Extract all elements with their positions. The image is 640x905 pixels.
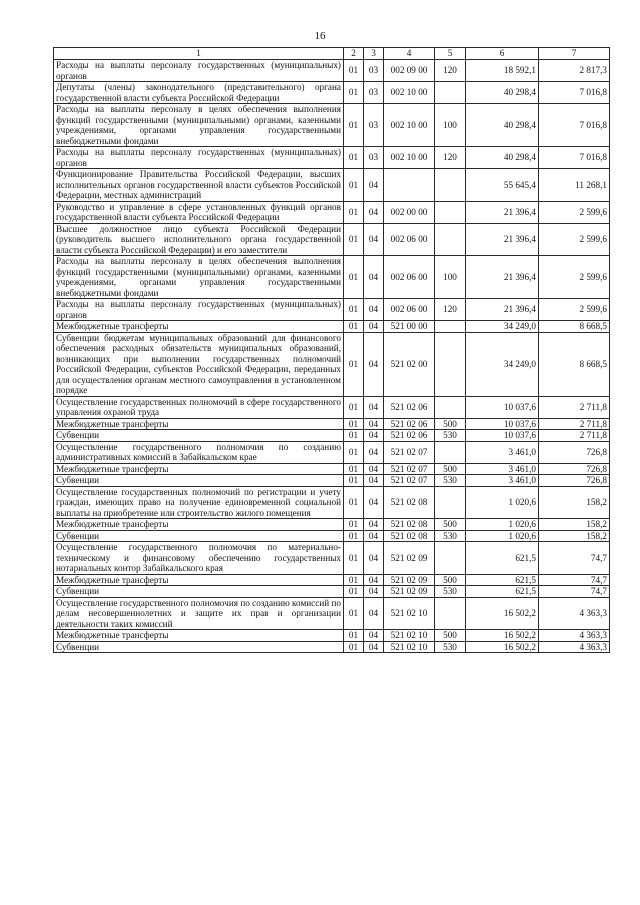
row-expense-type-cell <box>435 201 466 223</box>
header-cell-1: 1 <box>54 48 344 60</box>
row-amount-col6-cell: 21 396,4 <box>466 299 539 321</box>
row-expense-type-cell: 530 <box>435 641 466 653</box>
header-cell-5: 5 <box>435 48 466 60</box>
row-name-cell: Субвенции <box>54 586 344 598</box>
row-amount-col6-cell: 10 037,6 <box>466 396 539 418</box>
row-article-cell: 521 02 07 <box>384 463 435 475</box>
table-body <box>54 60 610 653</box>
row-name-cell: Межбюджетные трансферты <box>54 519 344 531</box>
table-row <box>54 82 610 104</box>
row-amount-col7-cell: 7 016,8 <box>539 104 610 147</box>
row-name-cell: Руководство и управление в сфере установленных функций органов государственной власти субъекта Российской Федерации <box>54 201 344 223</box>
row-section-cell: 01 <box>344 597 364 630</box>
row-name-cell: Межбюджетные трансферты <box>54 463 344 475</box>
row-subsection-cell: 04 <box>364 223 384 256</box>
row-article-cell: 521 02 08 <box>384 486 435 519</box>
row-amount-col7-cell: 74,7 <box>539 586 610 598</box>
row-amount-col6-cell: 3 461,0 <box>466 441 539 463</box>
row-name-cell: Межбюджетные трансферты <box>54 574 344 586</box>
table-row <box>54 60 610 82</box>
row-subsection-cell: 03 <box>364 82 384 104</box>
row-amount-col7-cell: 726,8 <box>539 475 610 487</box>
row-amount-col7-cell: 4 363,3 <box>539 641 610 653</box>
table-row <box>54 332 610 396</box>
row-subsection-cell: 04 <box>364 486 384 519</box>
row-subsection-cell: 04 <box>364 641 384 653</box>
row-section-cell: 01 <box>344 299 364 321</box>
row-article-cell: 521 02 10 <box>384 630 435 642</box>
table-row <box>54 147 610 169</box>
row-expense-type-cell: 120 <box>435 147 466 169</box>
row-section-cell: 01 <box>344 332 364 396</box>
row-amount-col6-cell: 3 461,0 <box>466 463 539 475</box>
row-name-cell: Межбюджетные трансферты <box>54 321 344 333</box>
row-amount-col7-cell: 7 016,8 <box>539 147 610 169</box>
row-subsection-cell: 04 <box>364 530 384 542</box>
row-expense-type-cell <box>435 169 466 202</box>
row-amount-col6-cell: 1 020,6 <box>466 519 539 531</box>
row-name-cell: Функционирование Правительства Российской Федерации, высших исполнительных органов государственной власти субъектов Российской Федерации, местных администраций <box>54 169 344 202</box>
row-subsection-cell: 04 <box>364 169 384 202</box>
row-expense-type-cell: 100 <box>435 104 466 147</box>
row-name-cell: Расходы на выплаты персоналу государственных (муниципальных) органов <box>54 60 344 82</box>
table-row <box>54 542 610 575</box>
row-name-cell: Высшее должностное лицо субъекта Российской Федерации (руководитель высшего исполнительного органа государственной власти субъекта Российской Федерации) и его заместители <box>54 223 344 256</box>
row-name-cell: Расходы на выплаты персоналу в целях обеспечения выполнения функций государственными (муниципальными) органами, казенными учреждениями, органами управления государственными внебюджетными фондами <box>54 104 344 147</box>
row-expense-type-cell: 530 <box>435 430 466 442</box>
table-row <box>54 441 610 463</box>
row-amount-col7-cell: 74,7 <box>539 542 610 575</box>
row-name-cell: Расходы на выплаты персоналу государственных (муниципальных) органов <box>54 299 344 321</box>
row-article-cell: 002 06 00 <box>384 256 435 299</box>
row-amount-col6-cell: 16 502,2 <box>466 641 539 653</box>
row-amount-col7-cell: 2 599,6 <box>539 256 610 299</box>
row-amount-col6-cell: 18 592,1 <box>466 60 539 82</box>
table-row <box>54 201 610 223</box>
row-article-cell: 002 10 00 <box>384 104 435 147</box>
row-expense-type-cell: 500 <box>435 418 466 430</box>
row-subsection-cell: 04 <box>364 441 384 463</box>
table-row <box>54 223 610 256</box>
row-subsection-cell: 04 <box>364 597 384 630</box>
row-amount-col6-cell: 55 645,4 <box>466 169 539 202</box>
row-expense-type-cell <box>435 542 466 575</box>
row-amount-col7-cell: 4 363,3 <box>539 597 610 630</box>
row-section-cell: 01 <box>344 223 364 256</box>
row-subsection-cell: 03 <box>364 147 384 169</box>
row-section-cell: 01 <box>344 530 364 542</box>
row-subsection-cell: 04 <box>364 396 384 418</box>
table-row <box>54 486 610 519</box>
row-expense-type-cell <box>435 486 466 519</box>
row-article-cell: 521 02 00 <box>384 332 435 396</box>
row-expense-type-cell <box>435 332 466 396</box>
row-amount-col7-cell: 74,7 <box>539 574 610 586</box>
row-subsection-cell: 04 <box>364 463 384 475</box>
row-article-cell <box>384 169 435 202</box>
row-amount-col7-cell: 2 711,8 <box>539 418 610 430</box>
page-number: 16 <box>314 30 326 42</box>
row-section-cell: 01 <box>344 630 364 642</box>
row-amount-col6-cell: 621,5 <box>466 542 539 575</box>
row-expense-type-cell: 100 <box>435 256 466 299</box>
row-name-cell: Расходы на выплаты персоналу в целях обеспечения выполнения функций государственными (муниципальными) органами, казенными учреждениями, органами управления государственными внебюджетными фондами <box>54 256 344 299</box>
row-expense-type-cell: 530 <box>435 530 466 542</box>
row-expense-type-cell: 530 <box>435 475 466 487</box>
row-name-cell: Осуществление государственных полномочий по регистрации и учету граждан, имеющих право на получение единовременной социальной выплаты на приобретение или строительство жилого помещения <box>54 486 344 519</box>
row-article-cell: 521 02 08 <box>384 519 435 531</box>
row-section-cell: 01 <box>344 441 364 463</box>
row-name-cell: Осуществление государственного полномочия по созданию административных комиссий в Забайкальском крае <box>54 441 344 463</box>
row-article-cell: 521 02 08 <box>384 530 435 542</box>
row-amount-col7-cell: 2 711,8 <box>539 430 610 442</box>
row-subsection-cell: 04 <box>364 630 384 642</box>
row-section-cell: 01 <box>344 475 364 487</box>
row-amount-col7-cell: 7 016,8 <box>539 82 610 104</box>
row-section-cell: 01 <box>344 430 364 442</box>
row-expense-type-cell: 500 <box>435 519 466 531</box>
header-cell-6: 6 <box>466 48 539 60</box>
row-article-cell: 521 02 09 <box>384 574 435 586</box>
row-name-cell: Субвенции <box>54 641 344 653</box>
row-section-cell: 01 <box>344 256 364 299</box>
row-section-cell: 01 <box>344 574 364 586</box>
row-expense-type-cell: 120 <box>435 299 466 321</box>
row-expense-type-cell <box>435 396 466 418</box>
table-row <box>54 430 610 442</box>
row-amount-col6-cell: 1 020,6 <box>466 486 539 519</box>
row-expense-type-cell <box>435 441 466 463</box>
row-section-cell: 01 <box>344 104 364 147</box>
row-amount-col6-cell: 34 249,0 <box>466 332 539 396</box>
table-row <box>54 597 610 630</box>
header-cell-3: 3 <box>364 48 384 60</box>
row-section-cell: 01 <box>344 82 364 104</box>
row-name-cell: Осуществление государственного полномочия по созданию комиссий по делам несовершеннолетних и защите их прав и организации деятельности таких комиссий <box>54 597 344 630</box>
row-subsection-cell: 04 <box>364 201 384 223</box>
row-amount-col6-cell: 16 502,2 <box>466 630 539 642</box>
row-article-cell: 002 00 00 <box>384 201 435 223</box>
row-subsection-cell: 04 <box>364 519 384 531</box>
row-amount-col6-cell: 1 020,6 <box>466 530 539 542</box>
row-expense-type-cell <box>435 597 466 630</box>
row-amount-col6-cell: 16 502,2 <box>466 597 539 630</box>
row-expense-type-cell: 500 <box>435 463 466 475</box>
row-section-cell: 01 <box>344 396 364 418</box>
row-article-cell: 521 02 06 <box>384 418 435 430</box>
row-subsection-cell: 04 <box>364 586 384 598</box>
row-article-cell: 521 02 09 <box>384 586 435 598</box>
row-subsection-cell: 04 <box>364 299 384 321</box>
table-row <box>54 321 610 333</box>
row-amount-col7-cell: 158,2 <box>539 519 610 531</box>
row-subsection-cell: 04 <box>364 321 384 333</box>
row-section-cell: 01 <box>344 201 364 223</box>
row-name-cell: Субвенции бюджетам муниципальных образований для финансового обеспечения расходных обязательств муниципальных образований, возникающих при выполнении государственных полномочий Российской Федерации, субъектов Российской Федерации, переданных для осуществления органам местного самоуправления в установленном порядке <box>54 332 344 396</box>
row-amount-col6-cell: 40 298,4 <box>466 104 539 147</box>
row-amount-col7-cell: 726,8 <box>539 463 610 475</box>
row-expense-type-cell <box>435 321 466 333</box>
row-subsection-cell: 04 <box>364 332 384 396</box>
table-row <box>54 463 610 475</box>
row-subsection-cell: 03 <box>364 104 384 147</box>
row-article-cell: 521 02 06 <box>384 430 435 442</box>
row-name-cell: Межбюджетные трансферты <box>54 418 344 430</box>
row-section-cell: 01 <box>344 169 364 202</box>
row-article-cell: 002 10 00 <box>384 82 435 104</box>
row-article-cell: 002 09 00 <box>384 60 435 82</box>
row-article-cell: 521 02 09 <box>384 542 435 575</box>
row-amount-col7-cell: 2 817,3 <box>539 60 610 82</box>
table-row <box>54 530 610 542</box>
row-name-cell: Субвенции <box>54 430 344 442</box>
row-amount-col6-cell: 621,5 <box>466 574 539 586</box>
row-amount-col6-cell: 21 396,4 <box>466 256 539 299</box>
row-name-cell: Субвенции <box>54 530 344 542</box>
row-subsection-cell: 04 <box>364 574 384 586</box>
table-row <box>54 641 610 653</box>
row-article-cell: 521 02 06 <box>384 396 435 418</box>
row-subsection-cell: 03 <box>364 60 384 82</box>
row-section-cell: 01 <box>344 60 364 82</box>
row-amount-col6-cell: 10 037,6 <box>466 418 539 430</box>
table-row <box>54 418 610 430</box>
row-amount-col7-cell: 4 363,3 <box>539 630 610 642</box>
row-amount-col7-cell: 158,2 <box>539 530 610 542</box>
row-amount-col6-cell: 21 396,4 <box>466 201 539 223</box>
row-section-cell: 01 <box>344 486 364 519</box>
row-amount-col7-cell: 2 599,6 <box>539 201 610 223</box>
row-section-cell: 01 <box>344 147 364 169</box>
row-section-cell: 01 <box>344 542 364 575</box>
table-row <box>54 574 610 586</box>
row-article-cell: 521 00 00 <box>384 321 435 333</box>
row-section-cell: 01 <box>344 418 364 430</box>
table-row <box>54 256 610 299</box>
header-cell-2: 2 <box>344 48 364 60</box>
row-article-cell: 521 02 10 <box>384 641 435 653</box>
row-amount-col6-cell: 621,5 <box>466 586 539 598</box>
row-expense-type-cell <box>435 82 466 104</box>
row-amount-col6-cell: 3 461,0 <box>466 475 539 487</box>
table-row <box>54 475 610 487</box>
row-expense-type-cell: 120 <box>435 60 466 82</box>
row-amount-col6-cell: 21 396,4 <box>466 223 539 256</box>
row-section-cell: 01 <box>344 321 364 333</box>
row-subsection-cell: 04 <box>364 430 384 442</box>
row-name-cell: Осуществление государственного полномочия по материально-техническому и финансовому обеспечению государственных нотариальных контор Забайкальского края <box>54 542 344 575</box>
row-section-cell: 01 <box>344 519 364 531</box>
row-amount-col7-cell: 8 668,5 <box>539 321 610 333</box>
row-article-cell: 002 06 00 <box>384 223 435 256</box>
row-amount-col7-cell: 11 268,1 <box>539 169 610 202</box>
row-section-cell: 01 <box>344 463 364 475</box>
row-amount-col7-cell: 726,8 <box>539 441 610 463</box>
header-cell-7: 7 <box>539 48 610 60</box>
row-amount-col7-cell: 2 599,6 <box>539 223 610 256</box>
table-row <box>54 396 610 418</box>
row-name-cell: Осуществление государственных полномочий в сфере государственного управления охраной труда <box>54 396 344 418</box>
row-amount-col7-cell: 8 668,5 <box>539 332 610 396</box>
row-section-cell: 01 <box>344 586 364 598</box>
row-amount-col6-cell: 40 298,4 <box>466 82 539 104</box>
row-expense-type-cell <box>435 223 466 256</box>
row-expense-type-cell: 500 <box>435 630 466 642</box>
row-expense-type-cell: 530 <box>435 586 466 598</box>
table-row <box>54 519 610 531</box>
row-name-cell: Межбюджетные трансферты <box>54 630 344 642</box>
row-name-cell: Субвенции <box>54 475 344 487</box>
row-subsection-cell: 04 <box>364 542 384 575</box>
row-article-cell: 002 06 00 <box>384 299 435 321</box>
row-amount-col6-cell: 34 249,0 <box>466 321 539 333</box>
row-article-cell: 002 10 00 <box>384 147 435 169</box>
row-name-cell: Расходы на выплаты персоналу государственных (муниципальных) органов <box>54 147 344 169</box>
row-expense-type-cell: 500 <box>435 574 466 586</box>
row-subsection-cell: 04 <box>364 475 384 487</box>
table-row <box>54 586 610 598</box>
row-subsection-cell: 04 <box>364 256 384 299</box>
header-row <box>54 48 610 60</box>
row-subsection-cell: 04 <box>364 418 384 430</box>
table-row <box>54 630 610 642</box>
row-amount-col7-cell: 2 711,8 <box>539 396 610 418</box>
table-row <box>54 299 610 321</box>
table-row <box>54 104 610 147</box>
row-amount-col7-cell: 158,2 <box>539 486 610 519</box>
row-article-cell: 521 02 07 <box>384 441 435 463</box>
row-name-cell: Депутаты (члены) законодательного (представительного) органа государственной власти субъекта Российской Федерации <box>54 82 344 104</box>
row-amount-col6-cell: 40 298,4 <box>466 147 539 169</box>
row-amount-col7-cell: 2 599,6 <box>539 299 610 321</box>
row-article-cell: 521 02 10 <box>384 597 435 630</box>
row-amount-col6-cell: 10 037,6 <box>466 430 539 442</box>
budget-table <box>53 47 610 653</box>
row-section-cell: 01 <box>344 641 364 653</box>
row-article-cell: 521 02 07 <box>384 475 435 487</box>
table-row <box>54 169 610 202</box>
header-cell-4: 4 <box>384 48 435 60</box>
